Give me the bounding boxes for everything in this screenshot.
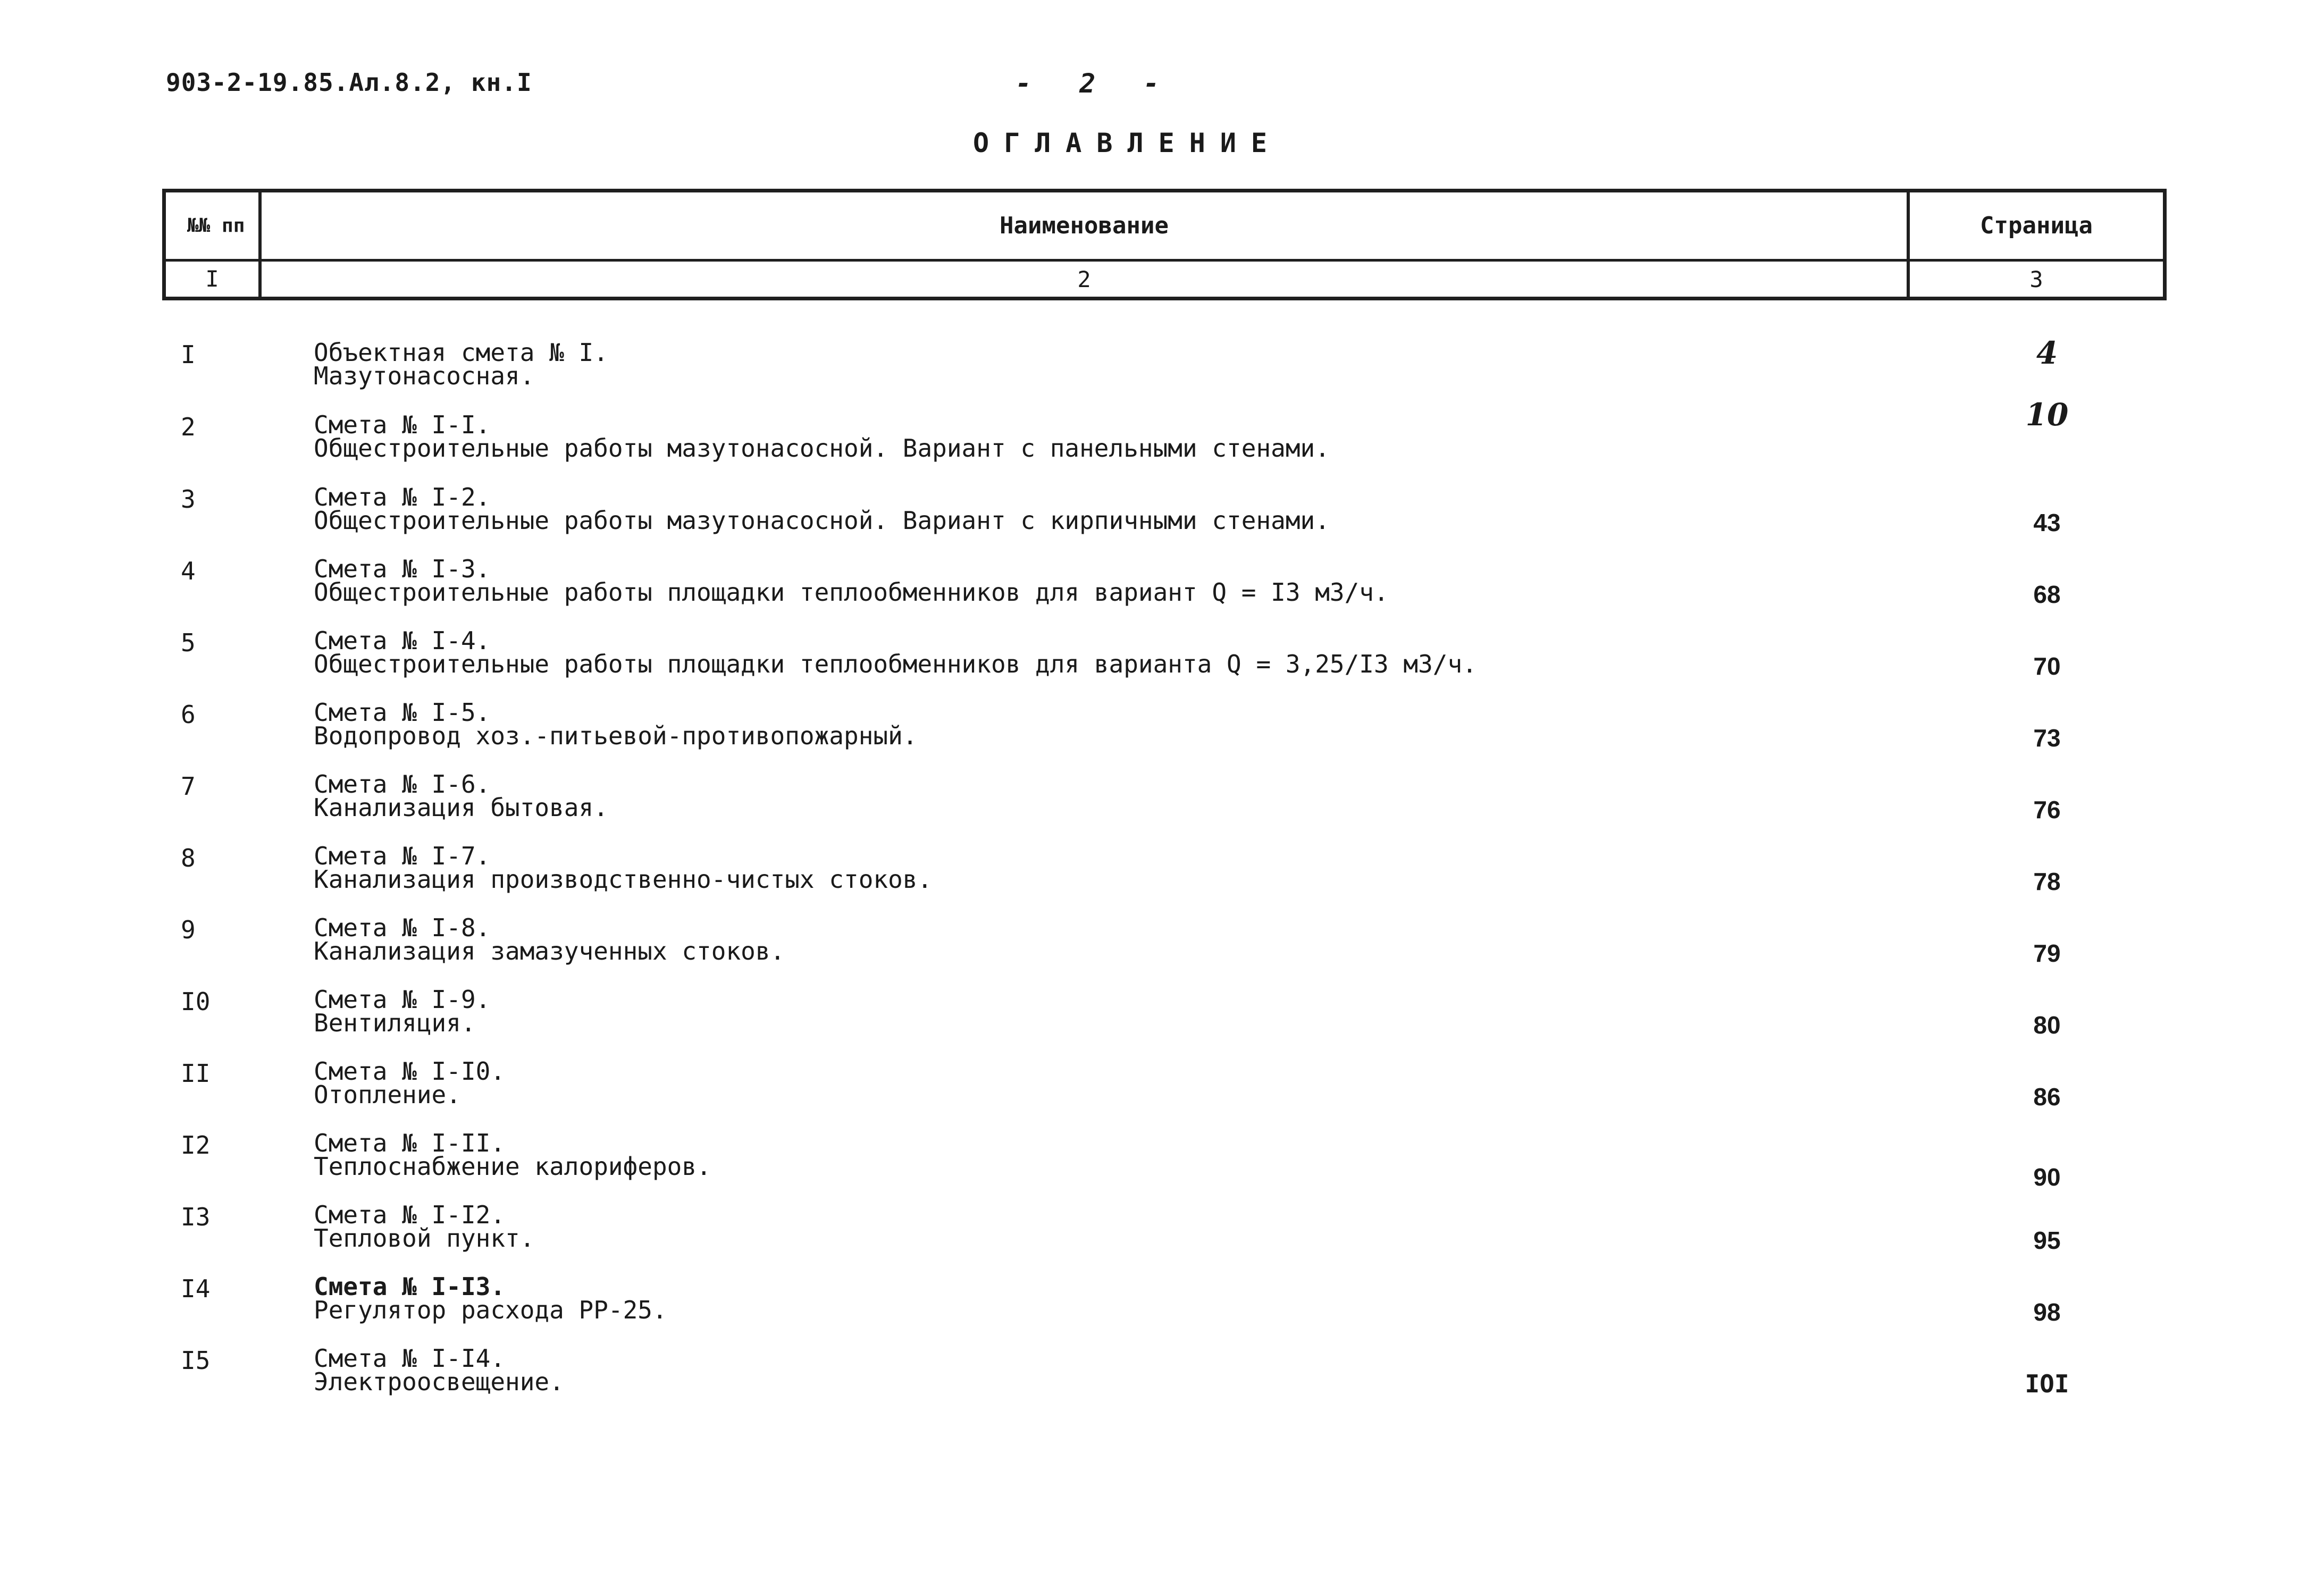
entry-page: 79 <box>2033 939 2061 967</box>
entry-description: Тепловой пункт. <box>314 1224 535 1253</box>
entry-title: Смета № I-9. <box>314 985 491 1014</box>
toc-entry <box>0 1059 2324 1131</box>
entry-page: 90 <box>2033 1163 2061 1191</box>
entry-title: Объектная смета № I. <box>314 338 608 367</box>
entry-title: Смета № I-4. <box>314 626 491 655</box>
entry-title: Смета № I-8. <box>314 913 491 942</box>
entry-number: I3 <box>181 1203 211 1231</box>
entry-number: 9 <box>181 915 196 944</box>
table-header <box>162 189 2167 300</box>
toc-entry <box>0 915 2324 987</box>
entry-page: 76 <box>2033 796 2061 824</box>
entry-page: 95 <box>2033 1226 2061 1254</box>
entry-page: 10 <box>2025 397 2069 433</box>
entry-title: Смета № I-3. <box>314 555 491 583</box>
entry-number: I0 <box>181 987 211 1016</box>
entry-number: 5 <box>181 628 196 657</box>
entry-description: Электроосвещение. <box>314 1367 564 1396</box>
entry-number: I2 <box>181 1131 211 1160</box>
entry-page: 4 <box>2036 335 2058 371</box>
toc-entry <box>0 844 2324 915</box>
entry-number: I5 <box>181 1346 211 1375</box>
entry-description: Канализация производственно-чистых стоков. <box>314 865 933 894</box>
entry-description: Вентиляция. <box>314 1009 476 1037</box>
toc-entry <box>0 1274 2324 1346</box>
toc-entry <box>0 772 2324 844</box>
entry-description: Общестроительные работы площадки теплообменников для вариант Q = I3 м3/ч. <box>314 578 1389 607</box>
entry-title: Смета № I-I3. <box>314 1272 506 1301</box>
entry-description: Регулятор расхода РР-25. <box>314 1296 667 1324</box>
entry-number: 8 <box>181 844 196 872</box>
toc-entry <box>0 335 2324 412</box>
entry-page: 98 <box>2033 1298 2061 1326</box>
entry-description: Теплоснабжение калориферов. <box>314 1152 711 1181</box>
entry-description: Водопровод хоз.-питьевой-противопожарный. <box>314 721 918 750</box>
entry-title: Смета № I-I0. <box>314 1057 506 1086</box>
entry-page: 86 <box>2033 1083 2061 1111</box>
page-title: ОГЛАВЛЕНИЕ <box>973 128 1282 158</box>
table-index-row <box>166 262 2163 297</box>
page-number: - 2 - <box>1016 68 1176 99</box>
column-header-name: Наименование <box>262 192 1910 259</box>
entry-description: Общестроительные работы мазутонасосной. Вариант с панельными стенами. <box>314 434 1330 463</box>
entry-number: 6 <box>181 700 196 729</box>
entry-description: Мазутонасосная. <box>314 362 535 390</box>
entry-page: 73 <box>2033 724 2061 752</box>
entry-number: 3 <box>181 485 196 514</box>
entry-page: 78 <box>2033 868 2061 895</box>
column-index-page: 3 <box>2029 266 2043 292</box>
entry-number: I4 <box>181 1274 211 1303</box>
entry-title: Смета № I-II. <box>314 1129 506 1157</box>
entry-number: II <box>181 1059 211 1088</box>
document-code: 903-2-19.85.Ал.8.2, кн.I <box>166 68 532 97</box>
column-header-page: Страница <box>1980 212 2093 239</box>
entry-title: Смета № I-I. <box>314 410 491 439</box>
toc-entry <box>0 397 2324 484</box>
entry-page: 80 <box>2033 1011 2061 1039</box>
toc-entry <box>0 1346 2324 1418</box>
entry-title: Смета № I-I2. <box>314 1200 506 1229</box>
entry-description: Канализация бытовая. <box>314 793 608 822</box>
entry-title: Смета № I-6. <box>314 770 491 799</box>
entry-page: 43 <box>2033 509 2061 536</box>
entry-page: 70 <box>2033 652 2061 680</box>
entry-title: Смета № I-5. <box>314 698 491 727</box>
entry-page: 68 <box>2033 581 2061 608</box>
entry-number: I <box>181 340 196 369</box>
entry-number: 2 <box>181 413 196 441</box>
entry-page: IOI <box>2025 1370 2069 1398</box>
entry-title: Смета № I-I4. <box>314 1344 506 1373</box>
toc-entry <box>0 628 2324 700</box>
toc-entry <box>0 485 2324 557</box>
toc-entry <box>0 557 2324 628</box>
entry-number: 7 <box>181 772 196 801</box>
toc-entry <box>0 1131 2324 1203</box>
column-header-number: №№ пп <box>166 192 262 259</box>
entry-title: Смета № I-2. <box>314 483 491 511</box>
entry-number: 4 <box>181 557 196 585</box>
table-header-row <box>166 192 2163 262</box>
toc-entry <box>0 1200 2324 1274</box>
column-index-number: I <box>166 262 262 297</box>
column-index-name: 2 <box>262 262 1910 297</box>
entry-description: Канализация замазученных стоков. <box>314 937 785 965</box>
toc-entry <box>0 700 2324 772</box>
entry-title: Смета № I-7. <box>314 842 491 870</box>
entry-description: Общестроительные работы мазутонасосной. Вариант с кирпичными стенами. <box>314 506 1330 535</box>
entry-description: Общестроительные работы площадки теплообменников для варианта Q = 3,25/I3 м3/ч. <box>314 650 1477 678</box>
entry-description: Отопление. <box>314 1080 461 1109</box>
toc-entry <box>0 987 2324 1059</box>
